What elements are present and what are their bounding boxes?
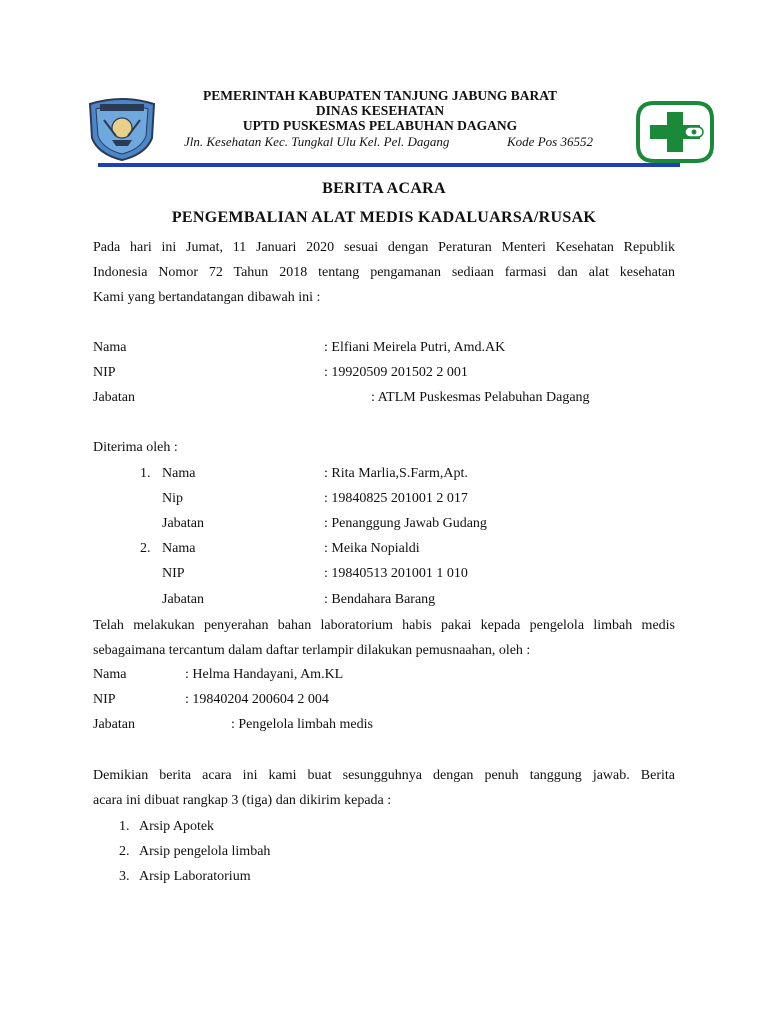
waste-nip-value: : 19840204 200604 2 004 [185, 692, 329, 707]
recipient-1-jabatan-label: Jabatan [162, 516, 204, 531]
header-divider [98, 163, 680, 167]
signer-jabatan-value: : ATLM Puskesmas Pelabuhan Dagang [371, 390, 590, 405]
waste-nama-value: : Helma Handayani, Am.KL [185, 667, 344, 682]
recipient-2-jabatan-value: : Bendahara Barang [324, 592, 436, 607]
intro-line-1: Pada hari ini Jumat, 11 Januari 2020 sesuai dengan Peraturan Menteri Kesehatan Republik [93, 240, 675, 255]
intro-line-2: Indonesia Nomor 72 Tahun 2018 tentang pengamanan sediaan farmasi dan alat kesehatan [93, 265, 675, 280]
recipient-1-nip-value: : 19840825 201001 2 017 [324, 491, 468, 506]
recipient-1-number: 1. [140, 466, 151, 481]
waste-nama-label: Nama [93, 667, 127, 682]
document-title: BERITA ACARA [322, 180, 446, 197]
distribution-item-1-number: 1. [119, 819, 130, 834]
signer-nama-label: Nama [93, 340, 127, 355]
recipient-1-nama-value: : Rita Marlia,S.Farm,Apt. [324, 466, 468, 481]
received-by-label: Diterima oleh : [93, 440, 178, 455]
closing-line-2: acara ini dibuat rangkap 3 (tiga) dan dikirim kepada : [93, 793, 392, 808]
waste-jabatan-value: : Pengelola limbah medis [231, 717, 373, 732]
header-postal-code: Kode Pos 36552 [507, 134, 593, 149]
distribution-item-1: Arsip Apotek [139, 819, 215, 834]
regency-emblem-icon [86, 96, 158, 162]
waste-nip-label: NIP [93, 692, 116, 707]
distribution-item-2: Arsip pengelola limbah [139, 844, 271, 859]
distribution-item-3: Arsip Laboratorium [139, 869, 251, 884]
recipient-2-number: 2. [140, 541, 151, 556]
recipient-2-nip-label: NIP [162, 566, 185, 581]
signer-jabatan-label: Jabatan [93, 390, 135, 405]
recipient-2-nama-value: : Meika Nopialdi [324, 541, 420, 556]
recipient-2-nama-label: Nama [162, 541, 196, 556]
closing-paragraph [93, 763, 675, 813]
intro-line-3: Kami yang bertandatangan dibawah ini : [93, 290, 321, 305]
signer-nip-label: NIP [93, 365, 116, 380]
header-address: Jln. Kesehatan Kec. Tungkal Ulu Kel. Pel. Dagang [184, 134, 450, 149]
header-government: PEMERINTAH KABUPATEN TANJUNG JABUNG BARAT [202, 88, 558, 103]
puskesmas-logo-icon [634, 100, 716, 164]
document-subtitle: PENGEMBALIAN ALAT MEDIS KADALUARSA/RUSAK [171, 209, 597, 226]
header-agency: DINAS KESEHATAN [315, 103, 445, 118]
distribution-item-2-number: 2. [119, 844, 130, 859]
intro-paragraph [93, 235, 675, 310]
recipient-1-jabatan-value: : Penanggung Jawab Gudang [324, 516, 487, 531]
recipient-1-nama-label: Nama [162, 466, 196, 481]
closing-line-1: Demikian berita acara ini kami buat sesungguhnya dengan penuh tanggung jawab. Berita [93, 768, 675, 783]
header-unit: UPTD PUSKESMAS PELABUHAN DAGANG [242, 118, 518, 133]
recipient-1-nip-label: Nip [162, 491, 183, 506]
handover-line-2: sebagaimana tercantum dalam daftar terlampir dilakukan pemusnaahan, oleh : [93, 643, 531, 658]
handover-paragraph [93, 613, 675, 663]
signer-nip-value: : 19920509 201502 2 001 [324, 365, 468, 380]
recipient-2-nip-value: : 19840513 201001 1 010 [324, 566, 468, 581]
handover-line-1: Telah melakukan penyerahan bahan laboratorium habis pakai kepada pengelola limbah medis [93, 618, 675, 633]
signer-nama-value: : Elfiani Meirela Putri, Amd.AK [324, 340, 506, 355]
waste-jabatan-label: Jabatan [93, 717, 135, 732]
distribution-item-3-number: 3. [119, 869, 130, 884]
recipient-2-jabatan-label: Jabatan [162, 592, 204, 607]
